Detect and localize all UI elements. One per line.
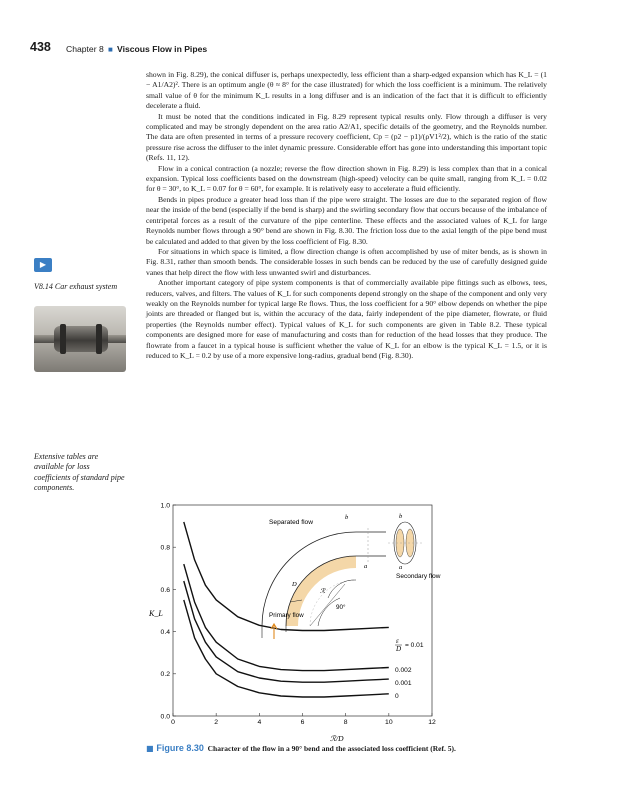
figure-label: Figure 8.30 <box>156 743 204 753</box>
x-tick-label: 10 <box>385 719 393 726</box>
label-diameter: D <box>292 581 297 588</box>
bend-radius-arc <box>328 580 356 598</box>
series-label-0-001: 0.001 <box>395 680 412 687</box>
label-radius: ℛ <box>320 588 326 595</box>
primary-flow-label: Primary flow <box>269 612 304 619</box>
paragraph: Another important category of pipe system components is that of commercially available pipe fittings such as elbows, tees, reducers, valves, and filters. The values of K_L for such components depend strongly on the shape of the component and only very weakly on the Reynolds number for typical large Re flows. Thus, the loss coefficient for a 90° elbow depends on whether the pipe joints are threaded or flanged but is, within the accuracy of the data, fairly independent of the pipe diameter, flowrate, or fluid properties (the Reynolds number effect). Typical values of K_L for such components are given in Table 8.2. These typical components are designed more for ease of manufacturing and costs than for reduction of the head losses that they produce. The flowrate from a faucet in a typical house is sufficient whether the value of K_L for an elbow is the typical K_L = 1.5, or it is reduced to K_L = 0.2 by use of a more expensive long-radius, gradual bend (Fig. 8.30). <box>146 278 547 360</box>
x-axis-label: ℛ/D <box>330 734 344 743</box>
x-tick-label: 12 <box>428 719 436 726</box>
x-tick-label: 4 <box>257 719 262 726</box>
label-b: b <box>345 514 349 521</box>
loss-coefficient-chart <box>140 498 560 748</box>
y-tick-label: 0.0 <box>160 713 170 721</box>
series-label-0: 0 <box>395 693 399 700</box>
paragraph: For situations in which space is limited, a flow direction change is often accomplished by use of miter bends, as is shown in Fig. 8.31, rather than smooth bends. The considerable losses in such bends can be reduced by the use of carefully designed guide vanes that help direct the flow with less unwanted swirl and disturbances. <box>146 246 547 277</box>
bend-diagram <box>262 513 441 639</box>
roughness-denominator: D <box>396 645 402 653</box>
bend-centerline <box>310 580 356 626</box>
roughness-numerator: ε <box>396 637 399 645</box>
y-tick-label: 0.2 <box>160 671 170 679</box>
video-label[interactable]: V8.14 Car exhaust system <box>34 282 118 291</box>
page-number: 438 <box>30 40 51 54</box>
primary-flow-arrow-icon <box>271 624 277 639</box>
label-a: a <box>364 563 368 570</box>
y-tick-label: 0.8 <box>160 544 170 552</box>
label-a-section: a <box>399 564 403 571</box>
label-b-section: b <box>399 513 403 520</box>
cross-section <box>388 522 422 564</box>
x-tick-label: 0 <box>171 719 175 726</box>
chapter-title: Viscous Flow in Pipes <box>117 44 208 54</box>
chart-curves <box>184 522 389 697</box>
x-tick-label: 6 <box>300 719 305 726</box>
paragraph: Bends in pipes produce a greater head loss than if the pipe were straight. The losses are due to the separated region of flow near the inside of the bend (especially if the bend is sharp) and the swirling secondary flow that occurs because of the imbalance of centripetal forces as a result of the curvature of the pipe centerline. These effects and the associated values of K_L for large Reynolds number flows through a 90° bend are shown in Fig. 8.30. The friction loss due to the axial length of the pipe bend must be calculated and added to that given by the loss coefficient of Fig. 8.30. <box>146 194 547 246</box>
video-sidebar <box>34 258 129 372</box>
chart-frame <box>173 505 432 716</box>
plot-border <box>173 505 432 716</box>
paragraph: Flow in a conical contraction (a nozzle; reverse the flow direction shown in Fig. 8.29) is less complex than that in a conical expansion. Typical loss coefficients based on the downstream (high-speed) velocity can be quite small, ranging from K_L = 0.02 for θ = 30°, to K_L = 0.07 for θ = 60°, for example. It is relatively easy to accelerate a fluid efficiently. <box>146 163 547 194</box>
figure-caption <box>146 744 476 754</box>
video-thumbnail[interactable] <box>34 306 126 372</box>
y-tick-label: 1.0 <box>160 502 170 510</box>
series-label-0-01: = 0.01 <box>405 642 424 649</box>
x-tick-label: 2 <box>214 719 219 726</box>
angle-arc <box>318 598 340 626</box>
secondary-flow-label: Secondary flow <box>396 573 441 580</box>
y-tick-label: 0.4 <box>160 629 170 636</box>
label-90-degrees: 90° <box>336 604 346 611</box>
chapter-label: Chapter 8 <box>66 44 104 54</box>
page-header <box>30 40 600 60</box>
play-icon[interactable]: ▶ <box>34 258 52 272</box>
square-bullet-icon: ■ <box>146 744 157 753</box>
figure-8-30 <box>140 498 560 748</box>
running-head <box>66 44 207 54</box>
x-tick-label: 8 <box>343 719 348 726</box>
paragraph: It must be noted that the conditions indicated in Fig. 8.29 represent typical results only. Flow through a diffuser is very complicated and may be strongly dependent on the area ratio A2/A1, specific details of the geometry, and the Reynolds number. The data are often presented in terms of a pressure recovery coefficient, Cp = (p2 − p1)/(ρV1²/2), which is the ratio of the static pressure rise across the diffuser to the inlet dynamic pressure. Considerable effort has gone into understanding this important topic (Refs. 11, 12). <box>146 111 547 163</box>
y-axis-label: K_L <box>149 609 163 618</box>
paragraph: shown in Fig. 8.29), the conical diffuser is, perhaps unexpectedly, less efficient than a sharp-edged expansion which has K_L = (1 − A1/A2)². There is an optimum angle (θ ≈ 8° for the case illustrated) for which the loss coefficient is a minimum. The relatively small value of θ for the minimum K_L results in a long diffuser and is an indication of the fact that it is difficult to efficiently decelerate a fluid. <box>146 70 547 111</box>
separated-flow-label: Separated flow <box>269 519 313 526</box>
caption-text: Character of the flow in a 90° bend and the associated loss coefficient (Ref. 5). <box>207 744 456 753</box>
clamp <box>60 324 66 354</box>
clamp <box>96 324 102 354</box>
body-text <box>146 70 547 361</box>
margin-note: Extensive tables are available for loss coefficients of standard pipe components. <box>34 452 125 492</box>
series-labels <box>395 637 424 700</box>
series-label-0-002: 0.002 <box>395 667 412 674</box>
y-tick-label: 0.6 <box>160 586 170 594</box>
square-bullet-icon: ■ <box>105 45 116 54</box>
